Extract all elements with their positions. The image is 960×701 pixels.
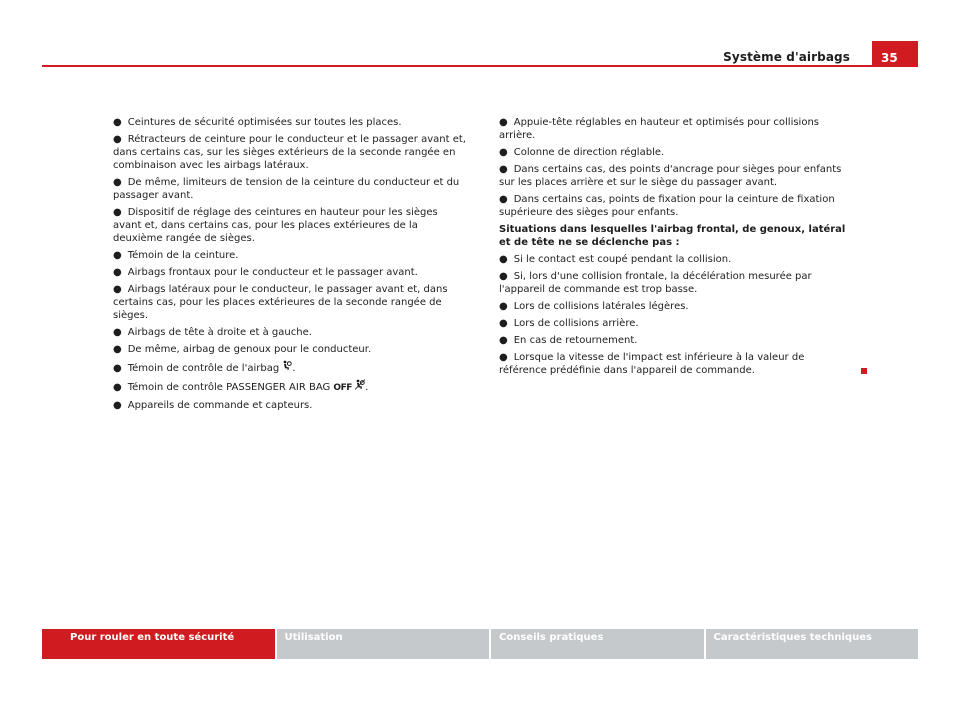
right-column <box>499 116 853 381</box>
list-item: ● Si le contact est coupé pendant la collision. <box>499 254 732 265</box>
passenger-airbag-icon <box>355 382 365 393</box>
footer-tab-conseils[interactable]: Conseils pratiques <box>491 629 704 659</box>
bullet-icon: ● <box>113 117 122 128</box>
list-item: ● En cas de retournement. <box>499 335 638 346</box>
airbag-warning-icon <box>282 363 292 374</box>
list-item: ● Airbags frontaux pour le conducteur et le passager avant. <box>113 267 418 278</box>
footer-tab-caracteristiques[interactable]: Caractéristiques techniques <box>706 629 919 659</box>
section-title: Système d'airbags <box>723 50 850 64</box>
bullet-icon: ● <box>113 207 122 218</box>
list-item: ● Appuie-tête réglables en hauteur et optimisés pour collisions arrière. <box>499 117 819 141</box>
bullet-icon: ● <box>499 254 508 265</box>
list-item: ● Dispositif de réglage des ceintures en hauteur pour les sièges avant et, dans certains cas, pour les places extérieures de la deuxième rangée de sièges. <box>113 207 438 244</box>
list-item: ● Témoin de la ceinture. <box>113 250 239 261</box>
bullet-icon: ● <box>113 344 122 355</box>
bullet-icon: ● <box>499 117 508 128</box>
left-column <box>113 116 467 416</box>
list-item: ● De même, airbag de genoux pour le conducteur. <box>113 344 372 355</box>
bullet-icon: ● <box>499 301 508 312</box>
list-item: ● Lorsque la vitesse de l'impact est inférieure à la valeur de référence prédéfinie dans l'appareil de commande. <box>499 351 853 377</box>
page-number: 35 <box>872 41 918 67</box>
footer-tab-securite[interactable]: Pour rouler en toute sécurité <box>42 629 275 659</box>
header-rule <box>42 65 918 67</box>
bullet-icon: ● <box>499 147 508 158</box>
bullet-icon: ● <box>113 267 122 278</box>
footer-tab-utilisation[interactable]: Utilisation <box>277 629 490 659</box>
bullet-icon: ● <box>113 284 122 295</box>
end-of-section-marker-icon <box>861 368 867 374</box>
bullet-icon: ● <box>499 335 508 346</box>
bullet-icon: ● <box>113 382 122 393</box>
off-label: OFF <box>333 383 352 393</box>
list-item: ● Airbags latéraux pour le conducteur, le passager avant et, dans certains cas, pour les places extérieures de la seconde rangée de sièges. <box>113 284 448 321</box>
bullet-icon: ● <box>113 327 122 338</box>
bullet-icon: ● <box>499 271 508 282</box>
list-item: ● Témoin de contrôle de l'airbag . <box>113 360 467 375</box>
list-item: ● Lors de collisions arrière. <box>499 318 639 329</box>
list-item: ● Rétracteurs de ceinture pour le conducteur et le passager avant et, dans certains cas, sur les sièges extérieurs de la seconde rangée en combinaison avec les airbags latéraux. <box>113 134 466 171</box>
list-item: ● Dans certains cas, points de fixation pour la ceinture de fixation supérieure des sièges pour enfants. <box>499 194 835 218</box>
list-item: ● Témoin de contrôle PASSENGER AIR BAG OFF . <box>113 379 467 395</box>
list-item: ● Dans certains cas, des points d'ancrage pour sièges pour enfants sur les places arrière et sur le siège du passager avant. <box>499 164 842 188</box>
bullet-icon: ● <box>113 400 122 411</box>
list-item: ● Si, lors d'une collision frontale, la décélération mesurée par l'appareil de commande est trop basse. <box>499 271 812 295</box>
list-item: ● Ceintures de sécurité optimisées sur toutes les places. <box>113 117 402 128</box>
list-item: ● Appareils de commande et capteurs. <box>113 400 313 411</box>
list-item: ● De même, limiteurs de tension de la ceinture du conducteur et du passager avant. <box>113 177 460 201</box>
bullet-icon: ● <box>113 363 122 374</box>
list-item: ● Colonne de direction réglable. <box>499 147 665 158</box>
bullet-icon: ● <box>113 250 122 261</box>
situations-heading: Situations dans lesquelles l'airbag frontal, de genoux, latéral et de tête ne se déclenche pas : <box>499 224 846 248</box>
footer-nav <box>42 629 918 659</box>
bullet-icon: ● <box>499 318 508 329</box>
bullet-icon: ● <box>499 194 508 205</box>
bullet-icon: ● <box>499 352 508 363</box>
bullet-icon: ● <box>499 164 508 175</box>
list-item: ● Lors de collisions latérales légères. <box>499 301 689 312</box>
list-item: ● Airbags de tête à droite et à gauche. <box>113 327 312 338</box>
bullet-icon: ● <box>113 177 122 188</box>
bullet-icon: ● <box>113 134 122 145</box>
